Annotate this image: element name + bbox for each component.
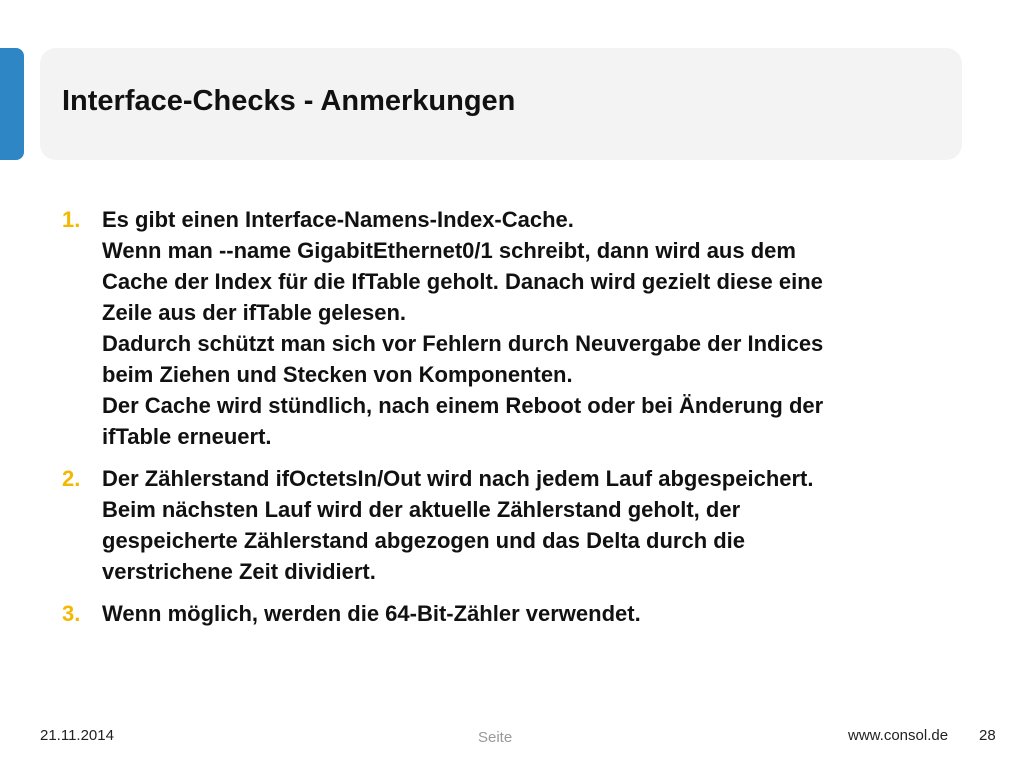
list-item-text-line: Wenn man --name GigabitEthernet0/1 schreibt, dann wird aus dem xyxy=(102,238,796,263)
list-item-text-line: Der Cache wird stündlich, nach einem Reboot oder bei Änderung der xyxy=(102,393,824,418)
list-item-text-line: beim Ziehen und Stecken von Komponenten. xyxy=(102,362,573,387)
list-item-number: 2. xyxy=(62,466,81,491)
list-item-text-line: gespeicherte Zählerstand abgezogen und das Delta durch die xyxy=(102,528,746,553)
list-item-body xyxy=(102,463,962,587)
list-item xyxy=(62,463,962,587)
list-item-text-line: Dadurch schützt man sich vor Fehlern durch Neuvergabe der Indices xyxy=(102,331,824,356)
footer-page-label: Seite xyxy=(478,729,513,746)
list-item xyxy=(62,598,962,629)
numbered-list xyxy=(62,204,962,640)
list-item-text-line: Wenn möglich, werden die 64-Bit-Zähler verwendet. xyxy=(102,601,641,626)
list-item-number: 3. xyxy=(62,601,81,626)
list-item-text-line: verstrichene Zeit dividiert. xyxy=(102,559,376,584)
slide-title: Interface-Checks - Anmerkungen xyxy=(62,84,516,117)
accent-bar xyxy=(0,48,24,160)
list-item-text-line: ifTable erneuert. xyxy=(102,424,272,449)
list-item-text-line: Beim nächsten Lauf wird der aktuelle Zählerstand geholt, der xyxy=(102,497,741,522)
footer-website: www.consol.de xyxy=(848,727,949,744)
list-item-text-line: Der Zählerstand ifOctetsIn/Out wird nach jedem Lauf abgespeichert. xyxy=(102,466,814,491)
title-box xyxy=(40,48,962,160)
list-item-body xyxy=(102,204,962,452)
list-item-text-line: Cache der Index für die IfTable geholt. Danach wird gezielt diese eine xyxy=(102,269,823,294)
list-item-number: 1. xyxy=(62,207,81,232)
list-item-text-line: Zeile aus der ifTable gelesen. xyxy=(102,300,407,325)
list-item xyxy=(62,204,962,452)
list-item-text-line: Es gibt einen Interface-Namens-Index-Cache. xyxy=(102,207,574,232)
footer-page-number: 28 xyxy=(979,727,996,744)
footer-date: 21.11.2014 xyxy=(40,727,114,744)
list-item-body xyxy=(102,598,962,629)
